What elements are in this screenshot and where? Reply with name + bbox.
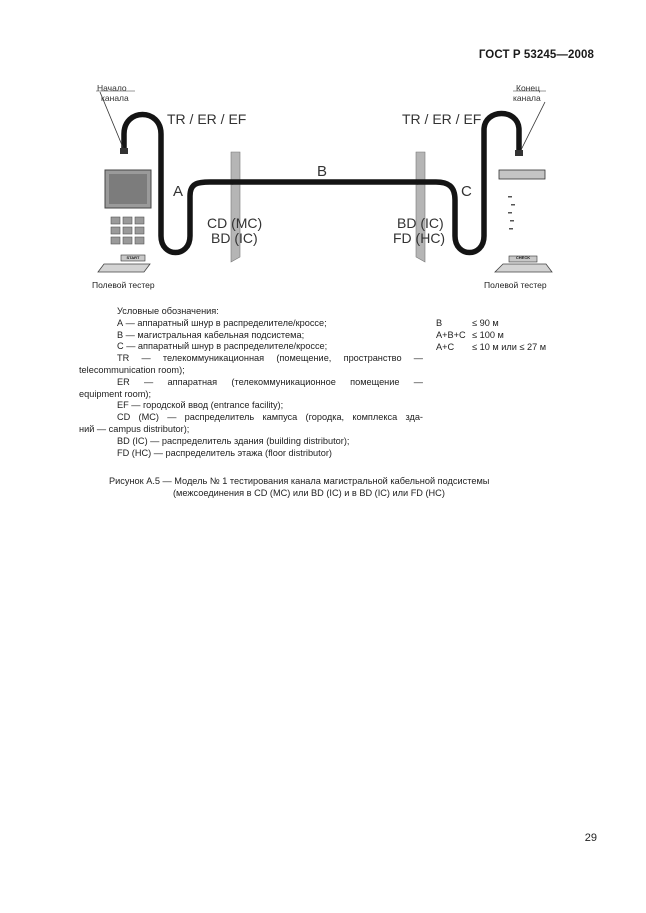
- segment-a-label: A: [173, 183, 184, 200]
- tester-right-indicators: [508, 196, 515, 230]
- tester-left-label: Полевой тестер: [92, 280, 155, 290]
- end-label-line1: Конец: [516, 83, 540, 93]
- start-label-line2: канала: [101, 93, 129, 103]
- channel-model-figure: [0, 0, 646, 300]
- left-connector: [120, 148, 128, 154]
- limit-row-abc: [436, 330, 546, 342]
- left-room-label: TR / ER / EF: [167, 111, 247, 127]
- length-limits: [436, 318, 546, 353]
- legend-item-a: А — аппаратный шнур в распределителе/кроссе;: [117, 317, 327, 328]
- tester-right-base: [495, 264, 552, 272]
- legend-item-cd: CD (MC) — распределитель кампуса (городка, комплекса зда-: [117, 412, 423, 423]
- end-label-line2: канала: [513, 93, 541, 103]
- limit-value: ≤ 90 м: [472, 318, 499, 328]
- right-room-label: TR / ER / EF: [402, 111, 482, 127]
- legend-item-b: В — магистральная кабельная подсистема;: [117, 329, 305, 340]
- limit-value: ≤ 100 м: [472, 329, 504, 340]
- legend-item-er-cont: equipment room);: [79, 388, 152, 399]
- document-standard-header: ГОСТ Р 53245—2008: [478, 49, 594, 61]
- legend-item-tr: TR — телекоммуникационная (помещение, пространство —: [117, 353, 423, 364]
- right-distributor-label-2: FD (HC): [393, 230, 446, 246]
- segment-b-label: B: [317, 163, 328, 180]
- legend-item-c: С — аппаратный шнур в распределителе/кроссе;: [117, 341, 328, 352]
- limit-key: А+С: [436, 341, 455, 352]
- tester-right-check-key-label: CHECK: [515, 255, 531, 260]
- right-connector: [515, 150, 523, 156]
- legend-item-tr-cont: telecommunication room);: [79, 364, 185, 375]
- limit-row-b: [436, 318, 546, 330]
- tester-right-slot: [499, 170, 545, 179]
- start-label-line1: Начало: [97, 83, 127, 93]
- tester-left-start-key-label: START: [126, 255, 140, 260]
- tester-left-base: [98, 264, 150, 272]
- figure-caption-line1: Рисунок А.5 — Модель № 1 тестирования канала магистральной кабельной подсистемы: [109, 476, 490, 486]
- legend-title: Условные обозначения:: [117, 306, 219, 316]
- segment-c-label: C: [461, 183, 472, 200]
- legend-item-cd-cont: ний — campus distributor);: [79, 423, 190, 434]
- legend-item-fd: FD (HC) — распределитель этажа (floor distributor): [117, 447, 332, 458]
- legend-item-ef: EF — городской ввод (entrance facility);: [117, 400, 284, 411]
- limit-key: В: [436, 318, 443, 328]
- end-pointer-line: [521, 102, 545, 150]
- right-distributor-label-1: BD (IC): [397, 215, 444, 231]
- limit-row-ac: [436, 342, 546, 354]
- legend-item-bd: BD (IC) — распределитель здания (building distributor);: [117, 435, 350, 446]
- legend: [79, 306, 423, 459]
- limit-value: ≤ 10 м или ≤ 27 м: [472, 341, 547, 352]
- tester-left-keypad: [111, 217, 144, 244]
- figure-caption-line2: (межсоединения в CD (MC) или BD (IC) и в BD (IC) или FD (HC): [173, 488, 445, 498]
- tester-left-display: [109, 174, 147, 204]
- page-number: 29: [584, 832, 597, 844]
- tester-right-label: Полевой тестер: [484, 280, 547, 290]
- left-distributor-label-1: CD (MC): [207, 215, 263, 231]
- legend-item-er: ER — аппаратная (телекоммуникационное помещение —: [117, 376, 423, 387]
- left-distributor-label-2: BD (IC): [211, 230, 258, 246]
- limit-key: А+В+С: [436, 329, 466, 340]
